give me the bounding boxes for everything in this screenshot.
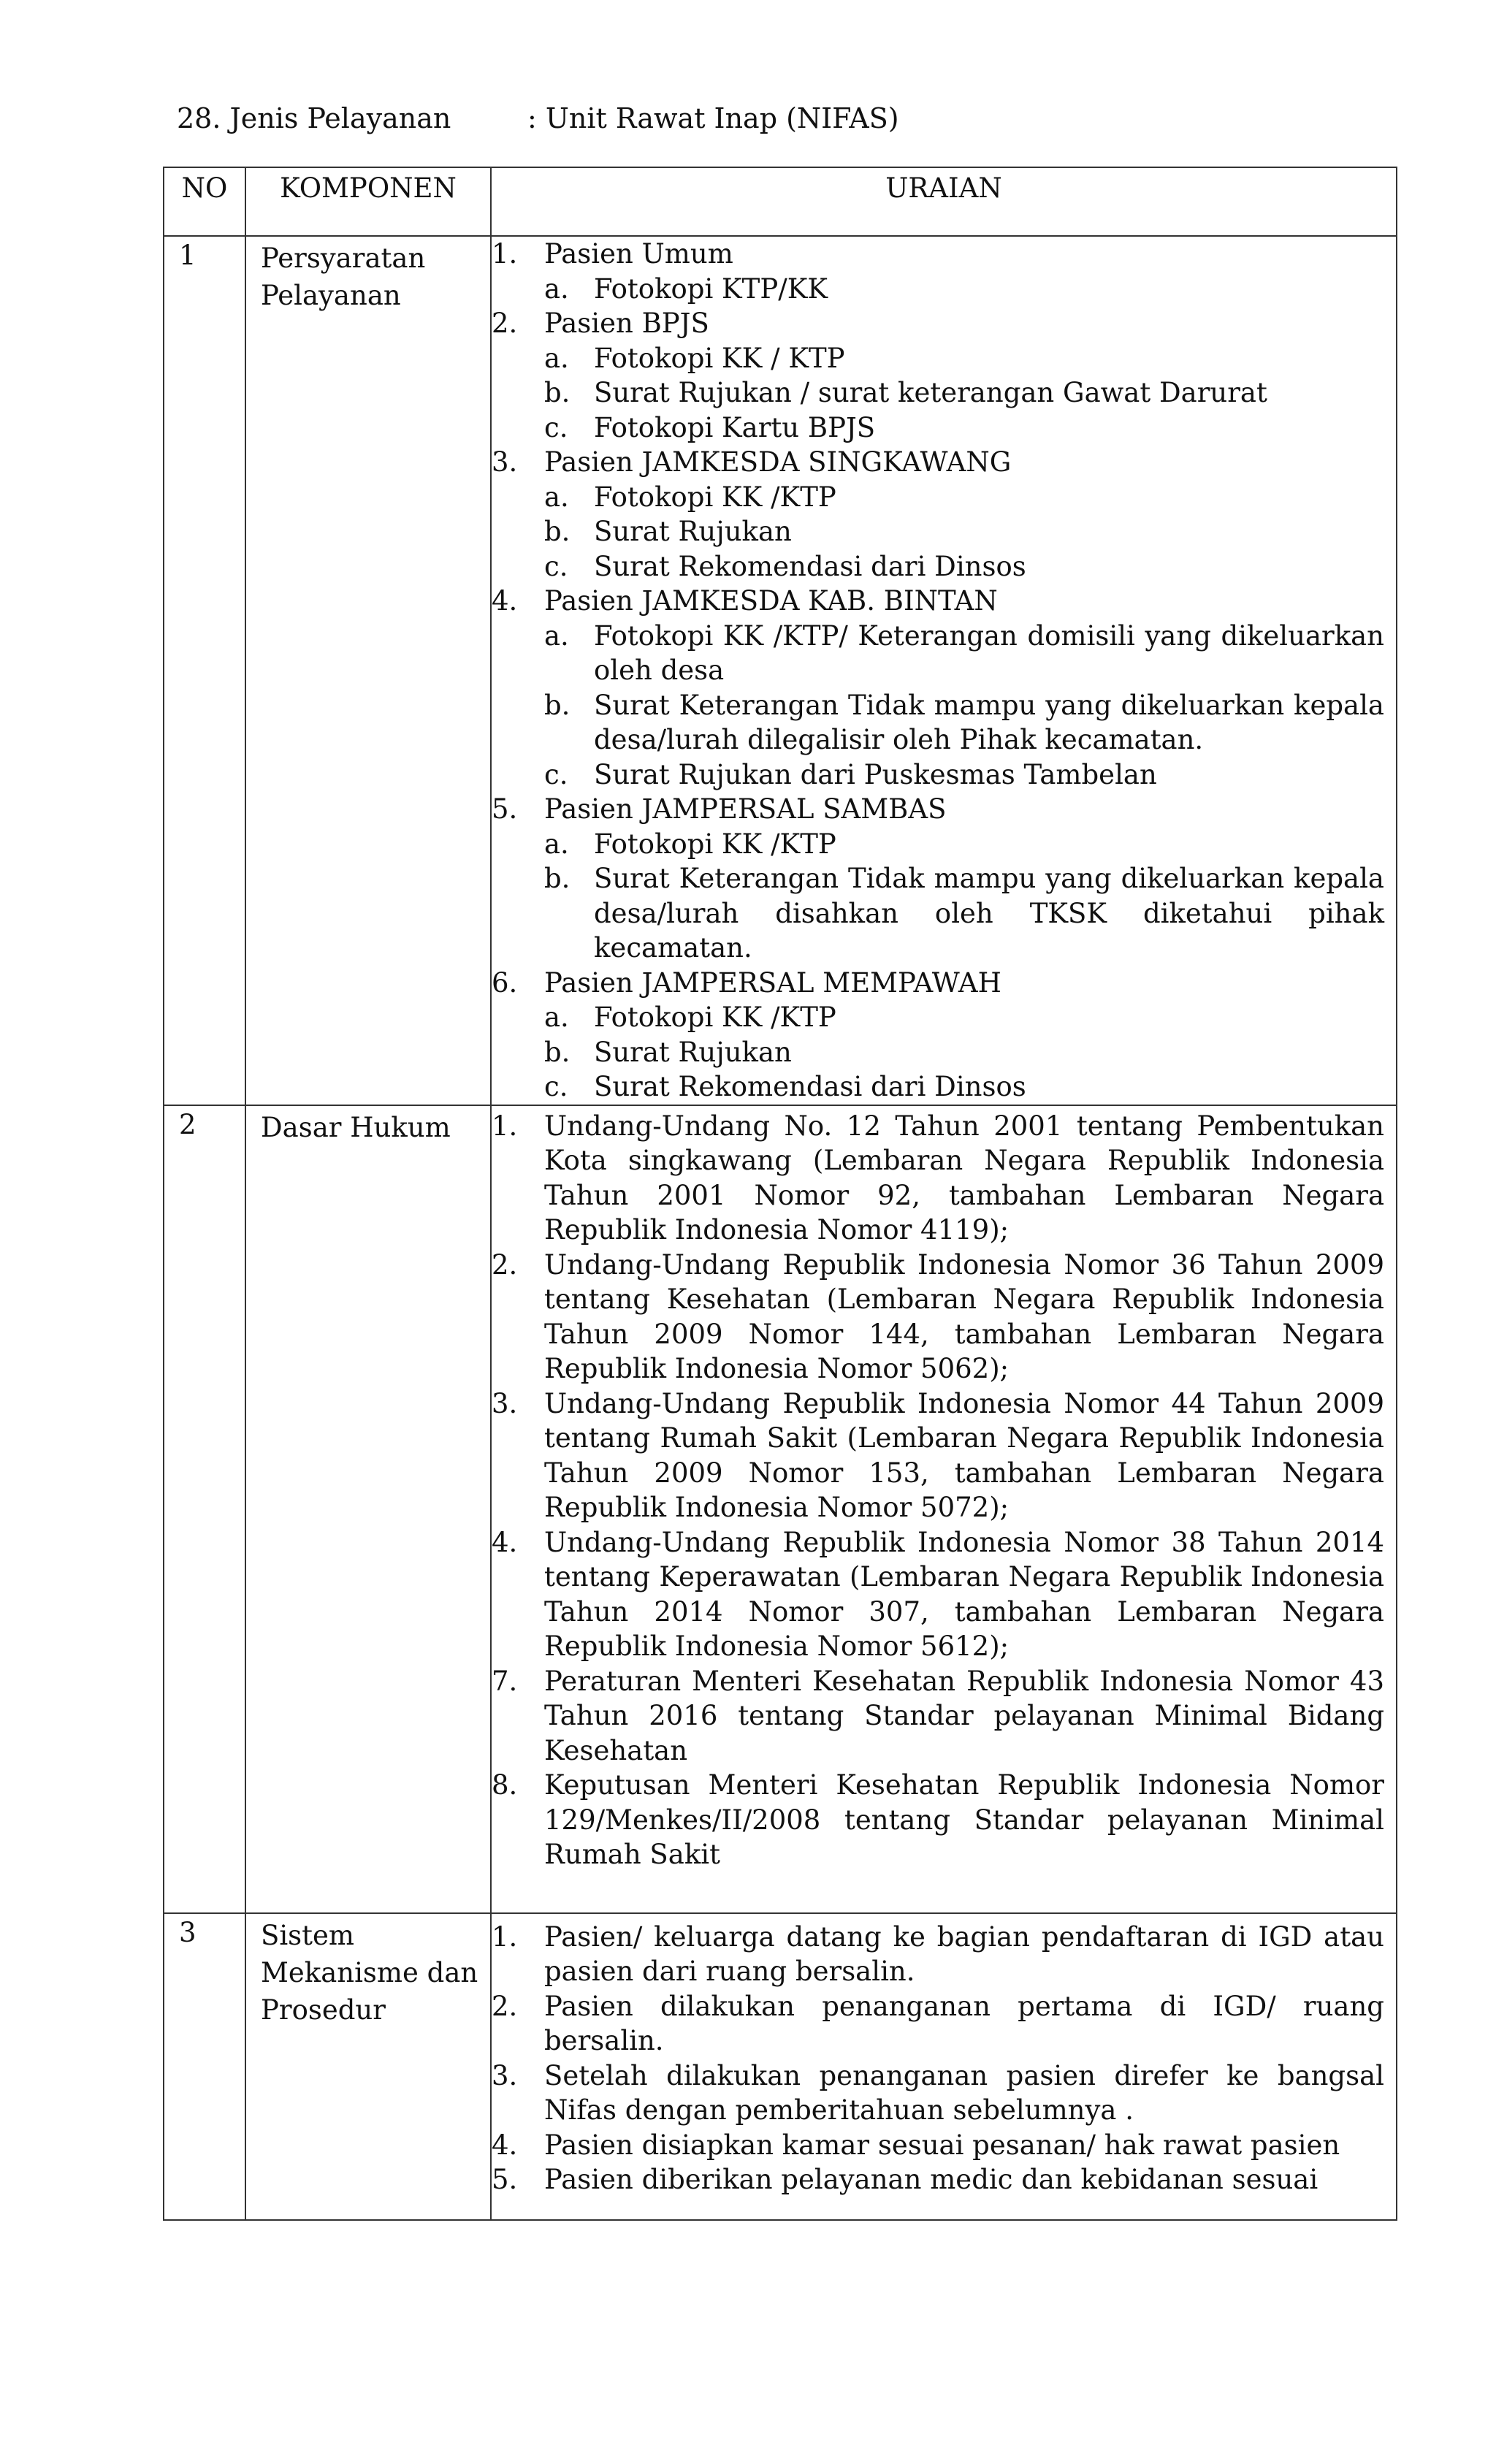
sub-item-letter: a.: [544, 481, 569, 513]
list-item-text: Pasien BPJS: [544, 308, 709, 339]
sub-item-text: Surat Keterangan Tidak mampu yang dikeluarkan kepala desa/lurah disahkan oleh TKSK diketahui pihak kecamatan.: [594, 863, 1384, 964]
list-item-number: 5.: [492, 2164, 518, 2195]
list-item-text: Pasien dilakukan penanganan pertama di IGD/ ruang bersalin.: [544, 1990, 1384, 2056]
row-uraian: [491, 1913, 1397, 2220]
list-item: [492, 237, 1384, 272]
list-item: [492, 1989, 1384, 2059]
list-item-number: 1.: [492, 1921, 518, 1953]
sub-item-text: Surat Keterangan Tidak mampu yang dikeluarkan kepala desa/lurah dilegalisir oleh Pihak kecamatan.: [594, 689, 1384, 755]
sub-item-text: Surat Rujukan dari Puskesmas Tambelan: [594, 758, 1157, 790]
list-item-number: 3.: [492, 1387, 518, 1419]
sub-list-item: [492, 375, 1384, 411]
list-item-text: Pasien JAMPERSAL MEMPAWAH: [544, 966, 1001, 999]
sub-item-text: Fotokopi KK /KTP: [594, 828, 836, 860]
list-item-text: Pasien JAMPERSAL SAMBAS: [544, 793, 947, 825]
list-item-number: 2.: [492, 1990, 518, 2022]
sub-item-letter: a.: [544, 619, 569, 652]
list-item-number: 2.: [492, 308, 518, 339]
list-item-text: Pasien disiapkan kamar sesuai pesanan/ hak rawat pasien: [544, 2129, 1340, 2161]
list-item: [492, 2059, 1384, 2128]
row-number: 1: [164, 236, 245, 1105]
sub-item-text: Surat Rujukan / surat keterangan Gawat Darurat: [594, 377, 1267, 408]
row-komponen: Persyaratan Pelayanan: [245, 236, 491, 1105]
row-number: 2: [164, 1105, 245, 1913]
table-row: [164, 1913, 1397, 2220]
sub-list-item: [492, 549, 1384, 584]
uraian-list: [492, 1106, 1396, 1872]
uraian-list: [492, 1914, 1396, 2197]
list-item: [492, 1248, 1384, 1387]
table-row: [164, 1105, 1397, 1913]
list-item-number: 4.: [492, 2129, 518, 2161]
list-item-text: Pasien Umum: [544, 238, 733, 270]
section-heading: [177, 102, 899, 134]
list-item-number: 3.: [492, 2059, 518, 2091]
sub-item-letter: c.: [544, 1071, 568, 1102]
sub-list-item: [492, 1069, 1384, 1105]
sub-list-item: [492, 619, 1384, 688]
list-item-number: 1.: [492, 1110, 518, 1142]
list-item: [492, 1768, 1384, 1872]
row-komponen: Dasar Hukum: [245, 1105, 491, 1913]
sub-item-text: Fotokopi KK /KTP: [594, 1002, 836, 1033]
sub-item-letter: b.: [544, 377, 570, 408]
sub-item-text: Surat Rujukan: [594, 1036, 792, 1068]
sub-list-item: [492, 688, 1384, 758]
list-item-number: 2.: [492, 1248, 518, 1281]
row-komponen: Sistem Mekanisme dan Prosedur: [245, 1913, 491, 2220]
header-uraian: URAIAN: [491, 167, 1397, 236]
sub-list-item: [492, 514, 1384, 549]
sub-list-item: [492, 1035, 1384, 1070]
list-item: [492, 306, 1384, 341]
list-item-number: 7.: [492, 1665, 518, 1697]
uraian-list: [492, 237, 1396, 1105]
list-item-text: Pasien JAMKESDA SINGKAWANG: [544, 446, 1012, 478]
list-item-text: Setelah dilakukan penanganan pasien direfer ke bangsal Nifas dengan pemberitahuan sebelumnya .: [544, 2059, 1384, 2126]
list-item: [492, 1109, 1384, 1248]
list-item: [492, 792, 1384, 827]
sub-list-item: [492, 272, 1384, 307]
list-item-text: Undang-Undang No. 12 Tahun 2001 tentang Pembentukan Kota singkawang (Lembaran Negara Republik Indonesia Tahun 2001 Nomor 92, tambahan Lembaran Negara Republik Indonesia Nomor 4119);: [544, 1110, 1384, 1246]
sub-item-letter: a.: [544, 1002, 569, 1033]
sub-list-item: [492, 758, 1384, 793]
sub-item-letter: b.: [544, 516, 570, 547]
service-table: [163, 167, 1397, 2221]
sub-item-letter: a.: [544, 342, 569, 374]
sub-list-item: [492, 1000, 1384, 1035]
header-komponen: KOMPONEN: [245, 167, 491, 236]
list-item: [492, 445, 1384, 480]
sub-item-text: Fotokopi KK / KTP: [594, 342, 845, 374]
list-item: [492, 584, 1384, 619]
list-item: [492, 2128, 1384, 2163]
sub-item-text: Fotokopi KTP/KK: [594, 272, 828, 305]
row-number: 3: [164, 1913, 245, 2220]
row-uraian: [491, 1105, 1397, 1913]
sub-item-letter: c.: [544, 411, 568, 443]
list-item-text: Pasien diberikan pelayanan medic dan kebidanan sesuai: [544, 2164, 1318, 2195]
list-item-text: Pasien/ keluarga datang ke bagian pendaftaran di IGD atau pasien dari ruang bersalin.: [544, 1921, 1384, 1987]
sub-list-item: [492, 480, 1384, 515]
list-item: [492, 1387, 1384, 1525]
sub-item-letter: b.: [544, 1036, 570, 1068]
sub-item-letter: c.: [544, 758, 568, 790]
table-header-row: [164, 167, 1397, 236]
list-item: [492, 1664, 1384, 1769]
sub-item-text: Fotokopi Kartu BPJS: [594, 411, 876, 443]
list-item-text: Keputusan Menteri Kesehatan Republik Indonesia Nomor 129/Menkes/II/2008 tentang Standar pelayanan Minimal Rumah Sakit: [544, 1769, 1384, 1870]
list-item-text: Undang-Undang Republik Indonesia Nomor 38 Tahun 2014 tentang Keperawatan (Lembaran Negara Republik Indonesia Tahun 2014 Nomor 307, tambahan Lembaran Negara Republik Indonesia Nomor 5612);: [544, 1526, 1384, 1662]
list-item-number: 4.: [492, 1526, 518, 1558]
sub-item-text: Surat Rujukan: [594, 516, 792, 547]
sub-list-item: [492, 341, 1384, 376]
list-item-number: 8.: [492, 1769, 518, 1801]
list-item-text: Pasien JAMKESDA KAB. BINTAN: [544, 585, 998, 617]
sub-item-letter: c.: [544, 550, 568, 582]
list-item-text: Peraturan Menteri Kesehatan Republik Indonesia Nomor 43 Tahun 2016 tentang Standar pelayanan Minimal Bidang Kesehatan: [544, 1665, 1384, 1766]
heading-value: : Unit Rawat Inap (NIFAS): [527, 102, 899, 134]
table-row: [164, 236, 1397, 1105]
list-item-number: 6.: [492, 966, 518, 999]
sub-item-letter: b.: [544, 863, 570, 894]
sub-list-item: [492, 861, 1384, 966]
list-item-text: Undang-Undang Republik Indonesia Nomor 36 Tahun 2009 tentang Kesehatan (Lembaran Negara Republik Indonesia Tahun 2009 Nomor 144, tambahan Lembaran Negara Republik Indonesia Nomor 5062);: [544, 1248, 1384, 1384]
sub-list-item: [492, 411, 1384, 446]
list-item-number: 4.: [492, 585, 518, 617]
list-item: [492, 2162, 1384, 2197]
header-no: NO: [164, 167, 245, 236]
list-item: [492, 1920, 1384, 1989]
row-uraian: [491, 236, 1397, 1105]
list-item-number: 3.: [492, 446, 518, 478]
sub-list-item: [492, 827, 1384, 862]
list-item: [492, 1525, 1384, 1664]
sub-item-letter: a.: [544, 828, 569, 860]
sub-item-text: Fotokopi KK /KTP: [594, 481, 836, 513]
list-item-number: 5.: [492, 793, 518, 825]
list-item-number: 1.: [492, 238, 518, 270]
heading-label: 28. Jenis Pelayanan: [177, 102, 451, 134]
list-item-text: Undang-Undang Republik Indonesia Nomor 44 Tahun 2009 tentang Rumah Sakit (Lembaran Negara Republik Indonesia Tahun 2009 Nomor 153, tambahan Lembaran Negara Republik Indonesia Nomor 5072);: [544, 1387, 1384, 1523]
sub-item-text: Fotokopi KK /KTP/ Keterangan domisili yang dikeluarkan oleh desa: [594, 619, 1384, 686]
sub-item-letter: a.: [544, 272, 569, 305]
sub-item-text: Surat Rekomendasi dari Dinsos: [594, 550, 1026, 582]
sub-item-text: Surat Rekomendasi dari Dinsos: [594, 1071, 1026, 1102]
sub-item-letter: b.: [544, 689, 570, 721]
list-item: [492, 966, 1384, 1001]
